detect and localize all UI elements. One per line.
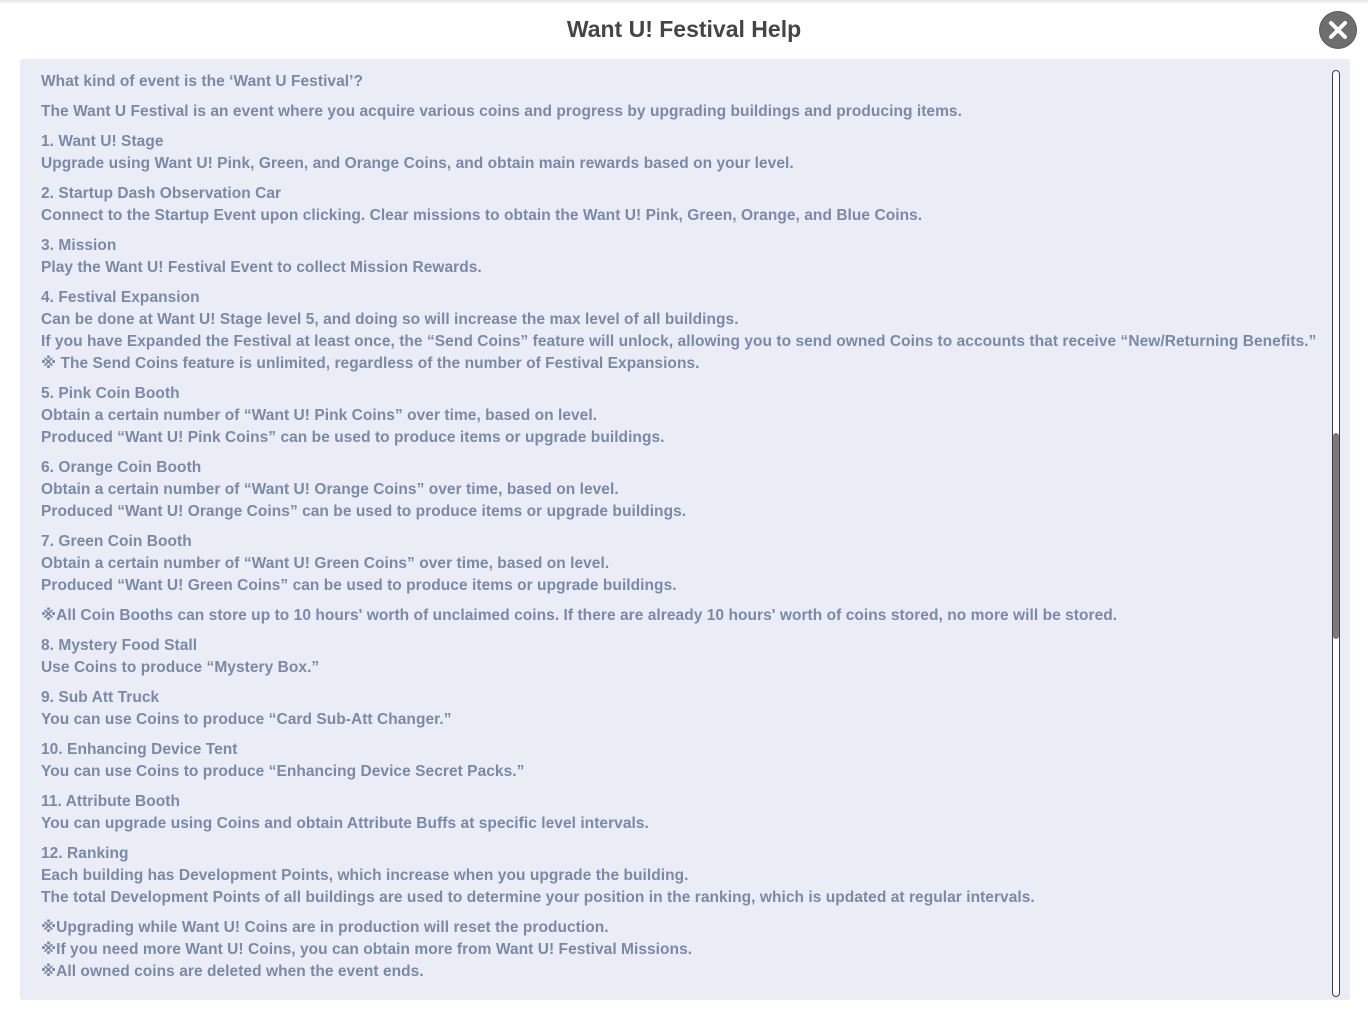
section-text: Play the Want U! Festival Event to collect Mission Rewards.	[41, 259, 482, 276]
scrollbar-thumb[interactable]	[1333, 433, 1339, 639]
section-text: Produced “Want U! Pink Coins” can be used to produce items or upgrade buildings.	[41, 429, 665, 446]
close-icon	[1328, 20, 1348, 40]
section-text: You can use Coins to produce “Enhancing Device Secret Packs.”	[41, 763, 525, 780]
section-text: The total Development Points of all buildings are used to determine your position in the ranking, which is updated at regular intervals.	[41, 889, 1035, 906]
section-title: 4. Festival Expansion	[41, 289, 200, 306]
section-text: Upgrade using Want U! Pink, Green, and Orange Coins, and obtain main rewards based on your level.	[41, 155, 794, 172]
section-enhancing-device-tent	[41, 739, 1321, 783]
section-festival-expansion	[41, 287, 1321, 375]
section-text: You can use Coins to produce “Card Sub-Att Changer.”	[41, 711, 452, 728]
section-title: 7. Green Coin Booth	[41, 533, 192, 550]
section-title: 2. Startup Dash Observation Car	[41, 185, 282, 202]
note-text: ※If you need more Want U! Coins, you can obtain more from Want U! Festival Missions.	[41, 941, 693, 958]
section-mission	[41, 235, 1321, 279]
help-panel[interactable]	[20, 59, 1350, 1000]
section-mystery-food-stall	[41, 635, 1321, 679]
section-sub-att-truck	[41, 687, 1321, 731]
section-title: 8. Mystery Food Stall	[41, 637, 198, 654]
section-want-u-stage	[41, 131, 1321, 175]
section-title: 10. Enhancing Device Tent	[41, 741, 238, 758]
section-note: ※ The Send Coins feature is unlimited, regardless of the number of Festival Expansions.	[41, 355, 700, 372]
section-text: Obtain a certain number of “Want U! Pink Coins” over time, based on level.	[41, 407, 598, 424]
section-text: Produced “Want U! Green Coins” can be used to produce items or upgrade buildings.	[41, 577, 677, 594]
close-button[interactable]	[1320, 12, 1356, 48]
section-text: Each building has Development Points, which increase when you upgrade the building.	[41, 867, 689, 884]
closing-notes	[41, 917, 1321, 983]
section-text: Connect to the Startup Event upon clicking. Clear missions to obtain the Want U! Pink, Green, Orange, and Blue Coins.	[41, 207, 923, 224]
dialog-title: Want U! Festival Help	[566, 16, 802, 42]
section-orange-coin-booth	[41, 457, 1321, 523]
section-title: 1. Want U! Stage	[41, 133, 164, 150]
note-text: ※Upgrading while Want U! Coins are in production will reset the production.	[41, 919, 609, 936]
help-heading: What kind of event is the ‘Want U Festival’?	[41, 73, 363, 90]
help-intro: The Want U Festival is an event where you acquire various coins and progress by upgrading buildings and producing items.	[41, 103, 962, 120]
section-title: 11. Attribute Booth	[41, 793, 181, 810]
section-text: Obtain a certain number of “Want U! Orange Coins” over time, based on level.	[41, 481, 619, 498]
section-title: 3. Mission	[41, 237, 117, 254]
note-text: ※All owned coins are deleted when the event ends.	[41, 963, 424, 980]
section-title: 12. Ranking	[41, 845, 129, 862]
section-text: You can upgrade using Coins and obtain Attribute Buffs at specific level intervals.	[41, 815, 649, 832]
section-text: Obtain a certain number of “Want U! Green Coins” over time, based on level.	[41, 555, 610, 572]
section-ranking	[41, 843, 1321, 909]
scrollbar-track[interactable]	[1332, 70, 1340, 997]
section-text: Can be done at Want U! Stage level 5, and doing so will increase the max level of all buildings.	[41, 311, 739, 328]
section-title: 5. Pink Coin Booth	[41, 385, 180, 402]
section-text: Use Coins to produce “Mystery Box.”	[41, 659, 320, 676]
section-title: 9. Sub Att Truck	[41, 689, 160, 706]
section-green-coin-booth	[41, 531, 1321, 597]
booth-note: ※All Coin Booths can store up to 10 hours' worth of unclaimed coins. If there are already 10 hours' worth of coins stored, no more will be stored.	[41, 607, 1118, 624]
top-edge	[0, 0, 1368, 4]
section-text: If you have Expanded the Festival at least once, the “Send Coins” feature will unlock, allowing you to send owned Coins to accounts that receive “New/Returning Benefits.”	[41, 333, 1317, 350]
section-text: Produced “Want U! Orange Coins” can be used to produce items or upgrade buildings.	[41, 503, 687, 520]
section-attribute-booth	[41, 791, 1321, 835]
section-pink-coin-booth	[41, 383, 1321, 449]
help-content	[41, 71, 1321, 983]
section-title: 6. Orange Coin Booth	[41, 459, 202, 476]
section-startup-dash	[41, 183, 1321, 227]
